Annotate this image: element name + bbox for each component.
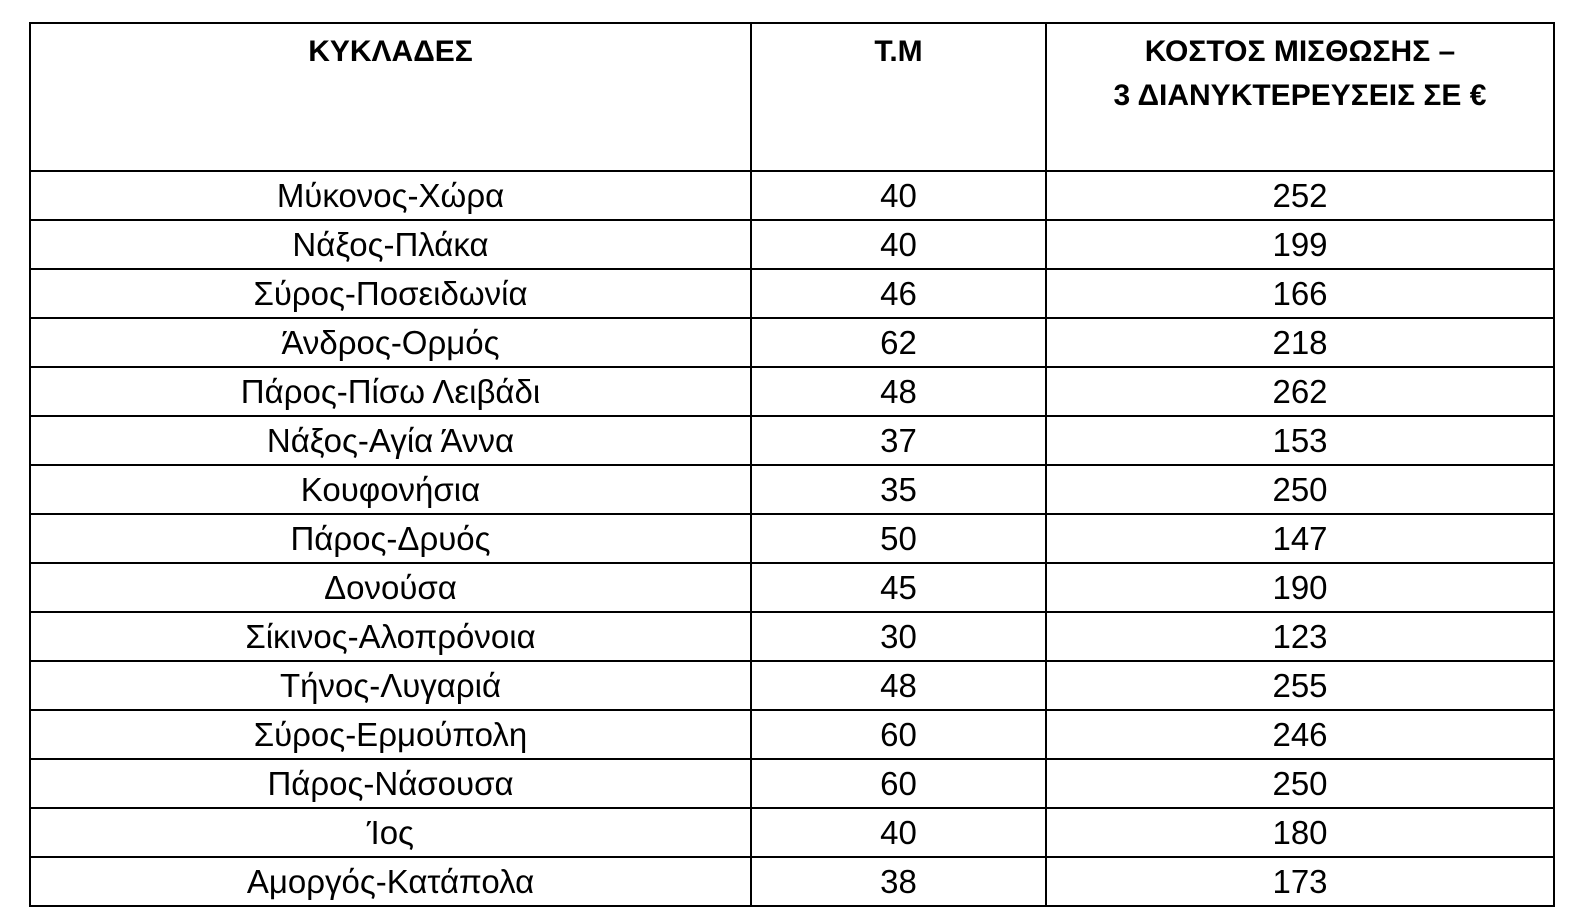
table-row bbox=[30, 857, 1554, 906]
cell-cost: 173 bbox=[1046, 857, 1554, 906]
header-cost bbox=[1046, 23, 1554, 171]
table-row bbox=[30, 759, 1554, 808]
cell-cost: 246 bbox=[1046, 710, 1554, 759]
cell-location: Πάρος-Νάσουσα bbox=[30, 759, 751, 808]
table-row bbox=[30, 465, 1554, 514]
cell-sqm: 40 bbox=[751, 220, 1046, 269]
cell-location: Πάρος-Πίσω Λειβάδι bbox=[30, 367, 751, 416]
cell-location: Δονούσα bbox=[30, 563, 751, 612]
cell-sqm: 40 bbox=[751, 171, 1046, 220]
table-row bbox=[30, 171, 1554, 220]
table-row bbox=[30, 220, 1554, 269]
cell-sqm: 50 bbox=[751, 514, 1046, 563]
cell-location: Μύκονος-Χώρα bbox=[30, 171, 751, 220]
cell-cost: 218 bbox=[1046, 318, 1554, 367]
table-row bbox=[30, 514, 1554, 563]
table-row bbox=[30, 808, 1554, 857]
cell-cost: 250 bbox=[1046, 465, 1554, 514]
cell-cost: 180 bbox=[1046, 808, 1554, 857]
cell-sqm: 37 bbox=[751, 416, 1046, 465]
cell-sqm: 30 bbox=[751, 612, 1046, 661]
cell-sqm: 40 bbox=[751, 808, 1046, 857]
table-header-row bbox=[30, 23, 1554, 171]
cell-location: Νάξος-Αγία Άννα bbox=[30, 416, 751, 465]
cell-location: Πάρος-Δρυός bbox=[30, 514, 751, 563]
table-row bbox=[30, 367, 1554, 416]
cell-sqm: 62 bbox=[751, 318, 1046, 367]
cell-sqm: 45 bbox=[751, 563, 1046, 612]
header-region: ΚΥΚΛΑΔΕΣ bbox=[30, 23, 751, 171]
cell-cost: 199 bbox=[1046, 220, 1554, 269]
cell-sqm: 60 bbox=[751, 759, 1046, 808]
cell-cost: 262 bbox=[1046, 367, 1554, 416]
cell-location: Τήνος-Λυγαριά bbox=[30, 661, 751, 710]
table-body bbox=[30, 171, 1554, 906]
rental-cost-table bbox=[29, 22, 1555, 907]
cell-cost: 190 bbox=[1046, 563, 1554, 612]
cell-location: Κουφονήσια bbox=[30, 465, 751, 514]
cell-sqm: 48 bbox=[751, 661, 1046, 710]
cell-sqm: 38 bbox=[751, 857, 1046, 906]
table-row bbox=[30, 269, 1554, 318]
header-cost-line2: 3 ΔΙΑΝΥΚΤΕΡΕΥΣΕΙΣ ΣΕ € bbox=[1113, 79, 1487, 112]
cell-location: Ίος bbox=[30, 808, 751, 857]
cell-location: Άνδρος-Ορμός bbox=[30, 318, 751, 367]
cell-location: Νάξος-Πλάκα bbox=[30, 220, 751, 269]
cell-cost: 153 bbox=[1046, 416, 1554, 465]
cell-cost: 252 bbox=[1046, 171, 1554, 220]
table-row bbox=[30, 416, 1554, 465]
cell-cost: 123 bbox=[1046, 612, 1554, 661]
cell-cost: 166 bbox=[1046, 269, 1554, 318]
table-row bbox=[30, 661, 1554, 710]
cell-location: Σύρος-Ποσειδωνία bbox=[30, 269, 751, 318]
table-row bbox=[30, 710, 1554, 759]
cell-cost: 147 bbox=[1046, 514, 1554, 563]
cell-sqm: 46 bbox=[751, 269, 1046, 318]
cell-location: Σύρος-Ερμούπολη bbox=[30, 710, 751, 759]
cell-cost: 250 bbox=[1046, 759, 1554, 808]
cell-location: Αμοργός-Κατάπολα bbox=[30, 857, 751, 906]
cell-cost: 255 bbox=[1046, 661, 1554, 710]
table-row bbox=[30, 563, 1554, 612]
cell-sqm: 60 bbox=[751, 710, 1046, 759]
cell-location: Σίκινος-Αλοπρόνοια bbox=[30, 612, 751, 661]
header-cost-line1: ΚΟΣΤΟΣ ΜΙΣΘΩΣΗΣ – bbox=[1144, 35, 1456, 68]
cell-sqm: 35 bbox=[751, 465, 1046, 514]
header-sqm: Τ.Μ bbox=[751, 23, 1046, 171]
cell-sqm: 48 bbox=[751, 367, 1046, 416]
table-row bbox=[30, 318, 1554, 367]
table-row bbox=[30, 612, 1554, 661]
